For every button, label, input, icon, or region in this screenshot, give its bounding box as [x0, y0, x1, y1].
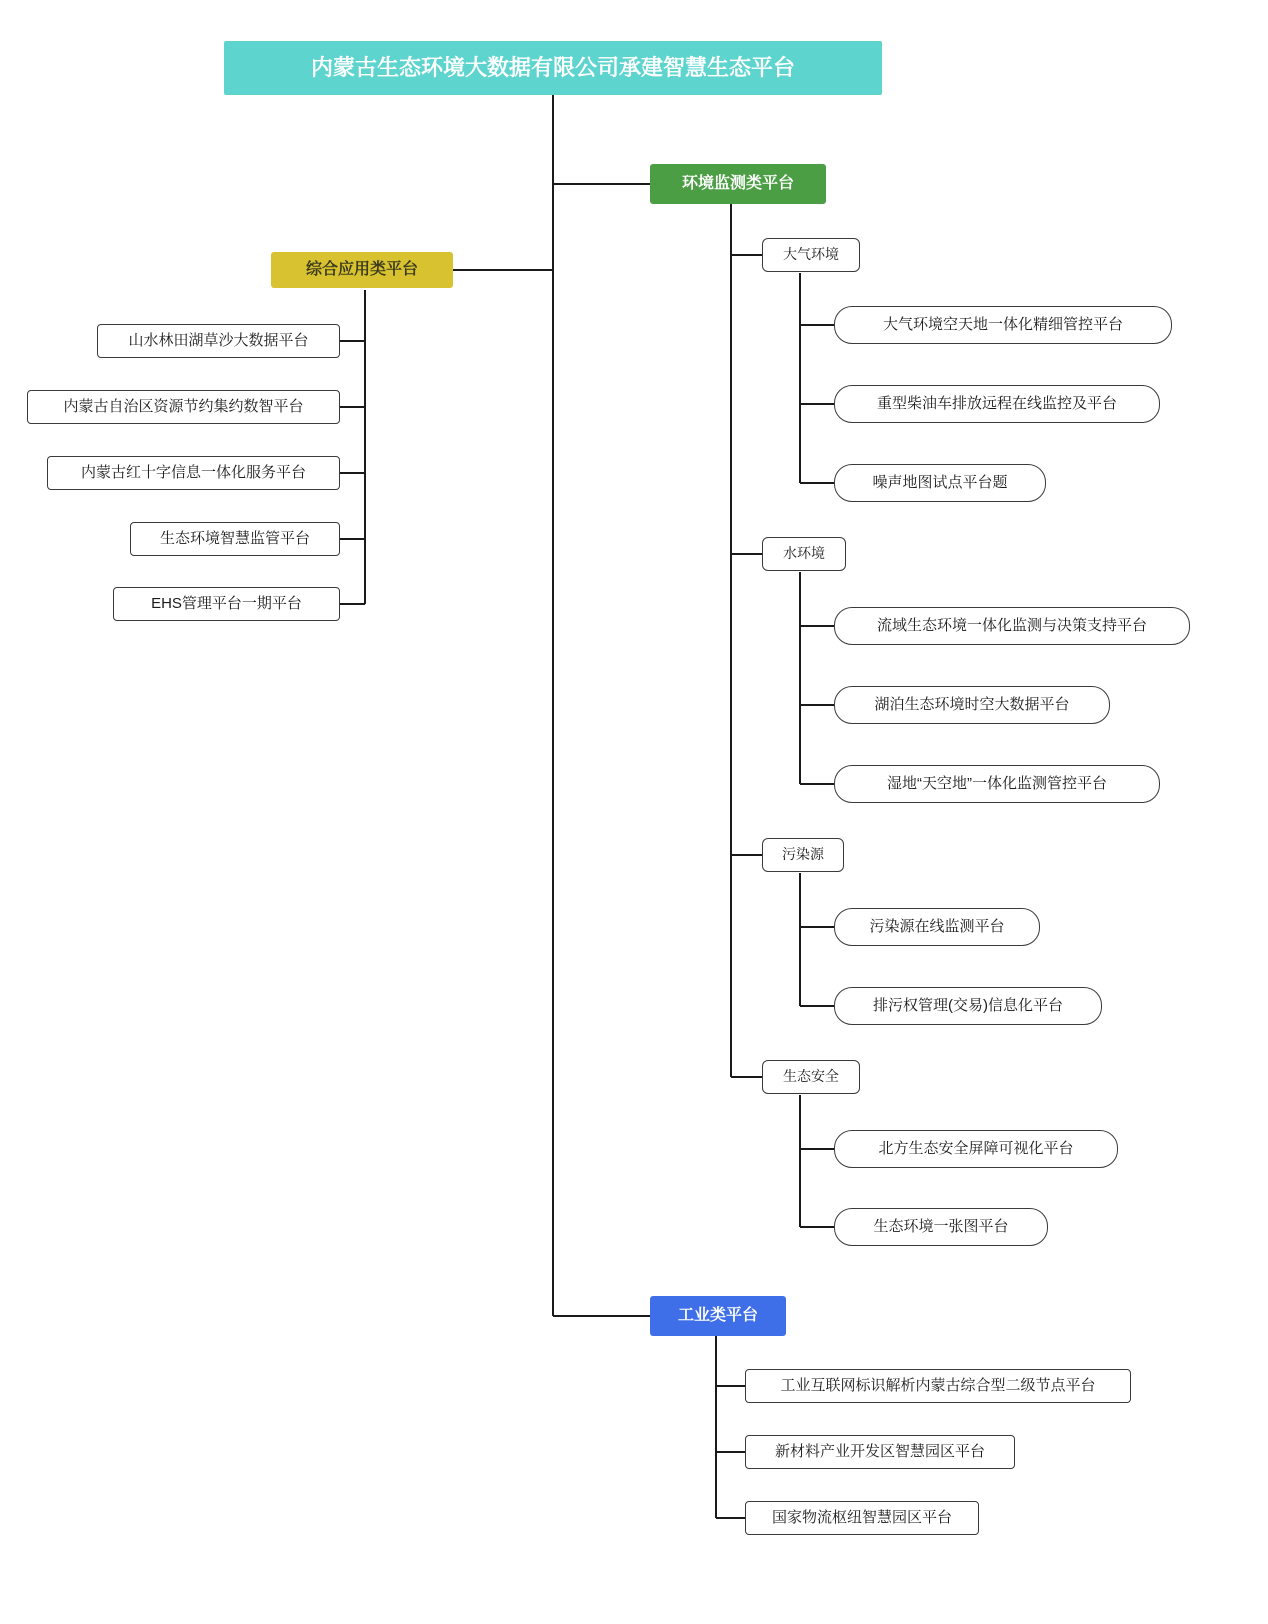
category-node-industry[interactable]: [650, 1296, 786, 1336]
leaf-node[interactable]: [834, 1208, 1048, 1246]
leaf-label: 流域生态环境一体化监测与决策支持平台: [876, 616, 1147, 634]
group-label: 水环境: [783, 545, 825, 562]
leaf-node[interactable]: [834, 1130, 1118, 1168]
leaf-node[interactable]: [834, 464, 1046, 502]
group-label: 污染源: [782, 846, 824, 863]
leaf-label: 工业互联网标识解析内蒙古综合型二级节点平台: [780, 1376, 1096, 1394]
leaf-label: 排污权管理(交易)信息化平台: [873, 996, 1063, 1014]
leaf-node[interactable]: [834, 686, 1110, 724]
leaf-node[interactable]: [27, 390, 340, 424]
leaf-label: EHS管理平台一期平台: [151, 594, 302, 612]
leaf-node[interactable]: [834, 987, 1102, 1025]
group-node-eco-safety[interactable]: [762, 1060, 860, 1094]
leaf-node[interactable]: [834, 765, 1160, 803]
leaf-node[interactable]: [130, 522, 340, 556]
leaf-label: 生态环境智慧监管平台: [159, 529, 310, 547]
leaf-label: 内蒙古自治区资源节约集约数智平台: [63, 397, 304, 415]
root-label: 内蒙古生态环境大数据有限公司承建智慧生态平台: [310, 54, 795, 80]
leaf-node[interactable]: [834, 908, 1040, 946]
group-node-air[interactable]: [762, 238, 860, 272]
leaf-label: 新材料产业开发区智慧园区平台: [774, 1442, 985, 1460]
leaf-node[interactable]: [834, 306, 1172, 344]
leaf-node[interactable]: [834, 607, 1190, 645]
leaf-label: 北方生态安全屏障可视化平台: [878, 1139, 1074, 1157]
leaf-node[interactable]: [113, 587, 340, 621]
leaf-node[interactable]: [834, 385, 1160, 423]
category-node-comprehensive[interactable]: [271, 252, 453, 288]
leaf-node[interactable]: [97, 324, 340, 358]
category-node-environment-monitoring[interactable]: [650, 164, 826, 204]
leaf-label: 噪声地图试点平台题: [872, 473, 1008, 491]
group-label: 大气环境: [783, 246, 839, 263]
leaf-label: 生态环境一张图平台: [873, 1217, 1009, 1235]
category-label: 环境监测类平台: [681, 175, 794, 193]
leaf-node[interactable]: [745, 1369, 1131, 1403]
leaf-label: 大气环境空天地一体化精细管控平台: [882, 315, 1123, 333]
leaf-node[interactable]: [47, 456, 340, 490]
category-label: 综合应用类平台: [305, 261, 418, 279]
group-node-pollution-source[interactable]: [762, 838, 844, 872]
group-node-water[interactable]: [762, 537, 846, 571]
category-label: 工业类平台: [677, 1307, 758, 1325]
leaf-label: 山水林田湖草沙大数据平台: [128, 331, 309, 349]
leaf-label: 内蒙古红十字信息一体化服务平台: [80, 463, 306, 481]
leaf-label: 重型柴油车排放远程在线监控及平台: [876, 394, 1117, 412]
root-node[interactable]: [224, 41, 882, 95]
leaf-label: 湿地“天空地”一体化监测管控平台: [887, 774, 1107, 792]
leaf-node[interactable]: [745, 1435, 1015, 1469]
leaf-label: 国家物流枢纽智慧园区平台: [771, 1508, 952, 1526]
leaf-node[interactable]: [745, 1501, 979, 1535]
leaf-label: 污染源在线监测平台: [869, 917, 1005, 935]
leaf-label: 湖泊生态环境时空大数据平台: [874, 695, 1070, 713]
group-label: 生态安全: [783, 1068, 839, 1085]
